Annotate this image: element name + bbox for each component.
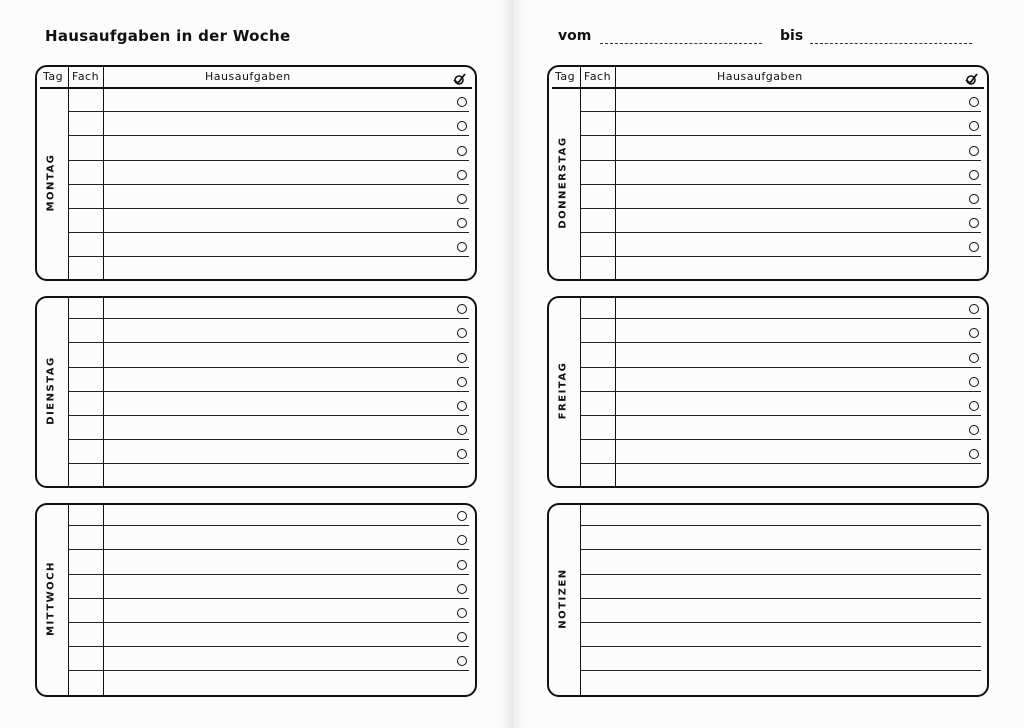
done-checkbox[interactable] [457, 449, 467, 459]
wednesday-box [35, 503, 477, 697]
done-checkbox[interactable] [457, 560, 467, 570]
friday-label: FREITAG [557, 361, 569, 420]
thursday-label: DONNERSTAG [557, 136, 569, 229]
row-line[interactable] [68, 184, 469, 185]
done-checkbox[interactable] [457, 218, 467, 228]
row-line[interactable] [68, 232, 469, 233]
day-column-divider [68, 298, 69, 486]
row-line[interactable] [580, 232, 981, 233]
row-line[interactable] [68, 318, 469, 319]
to-date-field[interactable] [810, 43, 972, 44]
done-checkbox[interactable] [457, 194, 467, 204]
row-line[interactable] [580, 415, 981, 416]
done-checkbox[interactable] [969, 242, 979, 252]
done-checkbox[interactable] [457, 304, 467, 314]
row-line[interactable] [580, 574, 981, 575]
done-checkbox[interactable] [457, 511, 467, 521]
monday-box [35, 65, 477, 281]
tuesday-box [35, 296, 477, 488]
done-checkbox[interactable] [457, 146, 467, 156]
row-line[interactable] [68, 415, 469, 416]
row-line[interactable] [580, 670, 981, 671]
done-checkbox[interactable] [969, 121, 979, 131]
row-line[interactable] [580, 549, 981, 550]
row-line[interactable] [68, 160, 469, 161]
row-line[interactable] [580, 391, 981, 392]
done-checkbox[interactable] [969, 194, 979, 204]
notes-box [547, 503, 989, 697]
done-checkbox[interactable] [457, 170, 467, 180]
column-header-subject: Fach [584, 70, 612, 83]
column-header-day: Tag [43, 70, 64, 83]
column-header-homework: Hausaufgaben [205, 70, 291, 83]
done-checkbox[interactable] [969, 218, 979, 228]
thursday-box [547, 65, 989, 281]
monday-label: MONTAG [45, 153, 57, 212]
row-line[interactable] [68, 646, 469, 647]
row-line[interactable] [580, 367, 981, 368]
day-column-divider [580, 298, 581, 486]
column-header-subject: Fach [72, 70, 100, 83]
header-divider [40, 87, 472, 89]
day-column-divider [68, 505, 69, 695]
row-line[interactable] [68, 208, 469, 209]
row-line[interactable] [68, 622, 469, 623]
done-checkbox[interactable] [969, 449, 979, 459]
row-line[interactable] [68, 256, 469, 257]
done-checkbox[interactable] [969, 425, 979, 435]
row-line[interactable] [580, 342, 981, 343]
page-title: Hausaufgaben in der Woche [45, 27, 291, 45]
done-checkbox[interactable] [969, 401, 979, 411]
done-checkbox[interactable] [457, 632, 467, 642]
row-line[interactable] [580, 622, 981, 623]
from-date-field[interactable] [600, 43, 762, 44]
done-checkbox[interactable] [969, 304, 979, 314]
notes-label: NOTIZEN [557, 568, 569, 629]
subject-column-divider [103, 505, 104, 695]
from-label: vom [558, 28, 592, 44]
subject-column-divider [615, 298, 616, 486]
row-line[interactable] [68, 367, 469, 368]
row-line[interactable] [580, 646, 981, 647]
day-column-divider [68, 67, 69, 279]
done-checkbox[interactable] [457, 242, 467, 252]
day-column-divider [580, 67, 581, 279]
done-checkbox[interactable] [969, 328, 979, 338]
row-line[interactable] [68, 391, 469, 392]
done-checkbox[interactable] [457, 353, 467, 363]
row-line[interactable] [68, 670, 469, 671]
checkmark-icon [964, 70, 978, 82]
done-checkbox[interactable] [969, 97, 979, 107]
checkmark-icon [452, 70, 466, 82]
row-line[interactable] [68, 463, 469, 464]
done-checkbox[interactable] [969, 377, 979, 387]
done-checkbox[interactable] [457, 97, 467, 107]
row-line[interactable] [580, 160, 981, 161]
row-line[interactable] [580, 208, 981, 209]
done-checkbox[interactable] [969, 353, 979, 363]
row-line[interactable] [580, 111, 981, 112]
done-checkbox[interactable] [457, 328, 467, 338]
row-line[interactable] [68, 598, 469, 599]
column-header-homework: Hausaufgaben [717, 70, 803, 83]
row-line[interactable] [68, 135, 469, 136]
done-checkbox[interactable] [457, 425, 467, 435]
column-header-day: Tag [555, 70, 576, 83]
subject-column-divider [103, 67, 104, 279]
tuesday-label: DIENSTAG [45, 356, 57, 425]
done-checkbox[interactable] [457, 584, 467, 594]
row-line[interactable] [580, 463, 981, 464]
wednesday-label: MITTWOCH [45, 561, 57, 636]
done-checkbox[interactable] [457, 535, 467, 545]
done-checkbox[interactable] [969, 170, 979, 180]
header-divider [552, 87, 984, 89]
done-checkbox[interactable] [969, 146, 979, 156]
subject-column-divider [615, 67, 616, 279]
row-line[interactable] [580, 598, 981, 599]
done-checkbox[interactable] [457, 401, 467, 411]
row-line[interactable] [68, 342, 469, 343]
row-line[interactable] [68, 525, 469, 526]
row-line[interactable] [580, 256, 981, 257]
row-line[interactable] [580, 525, 981, 526]
row-line[interactable] [580, 439, 981, 440]
done-checkbox[interactable] [457, 656, 467, 666]
to-label: bis [780, 28, 804, 44]
done-checkbox[interactable] [457, 121, 467, 131]
row-line[interactable] [68, 439, 469, 440]
row-line[interactable] [68, 549, 469, 550]
row-line[interactable] [68, 111, 469, 112]
friday-box [547, 296, 989, 488]
subject-column-divider [103, 298, 104, 486]
done-checkbox[interactable] [457, 608, 467, 618]
row-line[interactable] [68, 574, 469, 575]
row-line[interactable] [580, 135, 981, 136]
row-line[interactable] [580, 184, 981, 185]
notes-margin-line [580, 505, 581, 695]
done-checkbox[interactable] [457, 377, 467, 387]
row-line[interactable] [580, 318, 981, 319]
